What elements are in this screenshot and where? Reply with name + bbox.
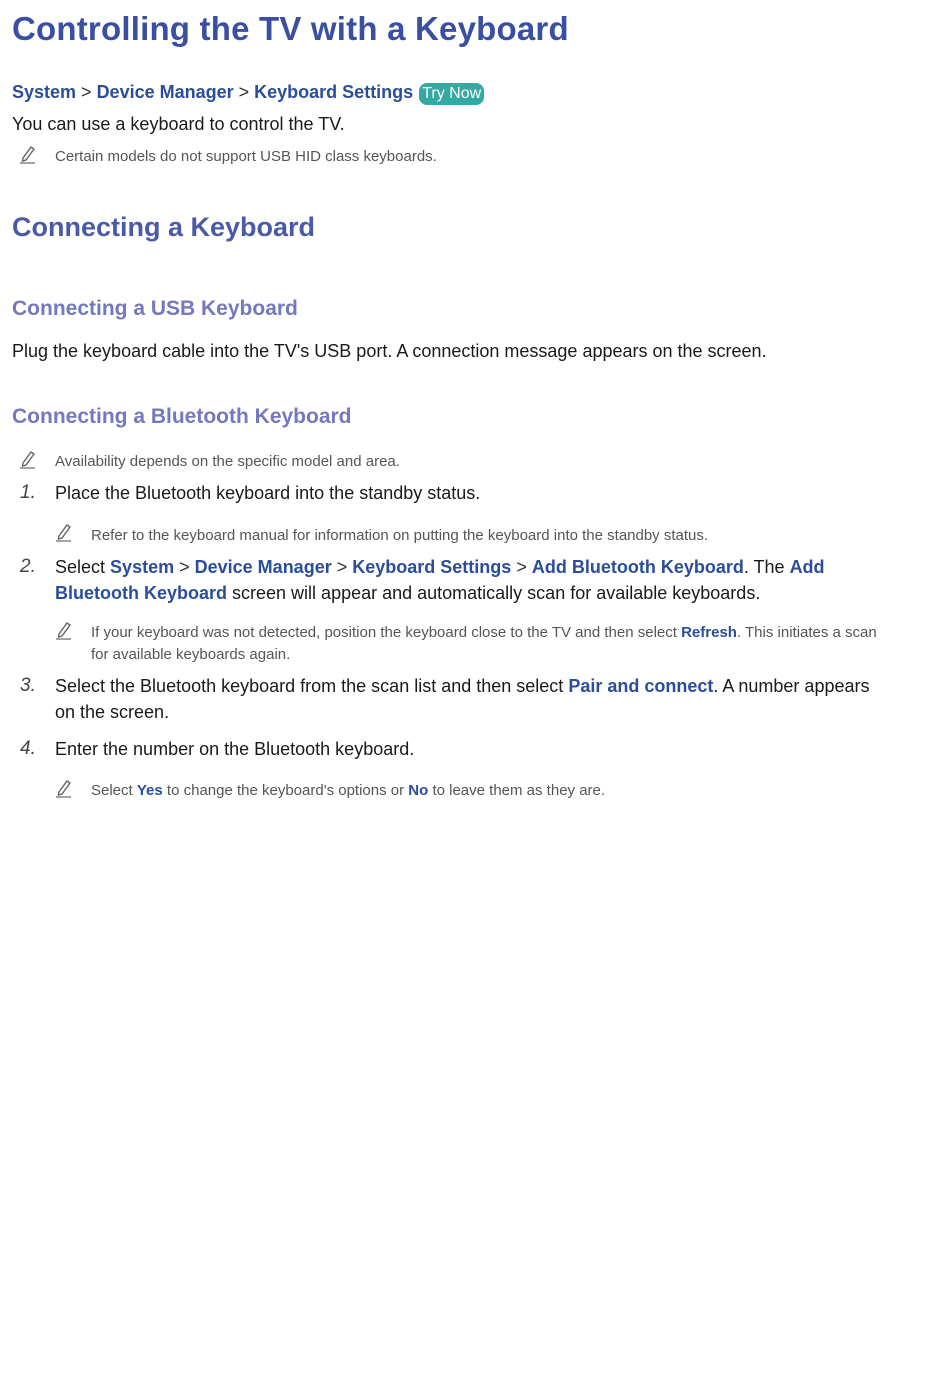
try-now-button[interactable]: Try Now (419, 83, 484, 105)
page-title: Controlling the TV with a Keyboard (12, 10, 569, 47)
path-separator: > (179, 557, 190, 577)
step-2-note-suffix: . This initiates a scan for available keyboards again. (91, 624, 877, 663)
refresh-link[interactable]: Refresh (681, 624, 737, 641)
pencil-icon (19, 144, 37, 164)
step-number: 2. (20, 556, 36, 577)
step-1-text: Place the Bluetooth keyboard into the standby status. (55, 483, 481, 503)
breadcrumb-separator: > (238, 82, 250, 102)
step-4-note-prefix: Select (91, 782, 133, 799)
path-separator: > (516, 557, 527, 577)
intro-text: You can use a keyboard to control the TV. (12, 114, 345, 134)
step-2-text (55, 554, 875, 606)
pencil-icon (55, 522, 73, 542)
breadcrumb-system[interactable]: System (12, 82, 77, 102)
section-title: Connecting a Keyboard (12, 212, 316, 242)
screen-name: Add Bluetooth Keyboard (55, 557, 825, 603)
step-number: 4. (20, 738, 36, 759)
step-number: 1. (20, 482, 36, 503)
breadcrumb (12, 82, 484, 105)
path-device-manager[interactable]: Device Manager (194, 557, 332, 577)
step-1-note: Refer to the keyboard manual for information on putting the keyboard into the standby status. (91, 527, 709, 544)
step-3-suffix: . A number appears on the screen. (55, 676, 870, 722)
pencil-icon (55, 778, 73, 798)
bluetooth-heading: Connecting a Bluetooth Keyboard (12, 405, 352, 428)
step-4-note-suffix: to leave them as they are. (432, 782, 606, 799)
step-2-note (91, 622, 891, 666)
step-3-text (55, 673, 875, 725)
step-2-note-prefix: If your keyboard was not detected, position the keyboard close to the TV and then select (91, 624, 677, 641)
step-number: 3. (20, 675, 36, 696)
pencil-icon (55, 620, 73, 640)
pencil-icon (19, 449, 37, 469)
step-2-prefix: Select (55, 557, 106, 577)
breadcrumb-device-manager[interactable]: Device Manager (96, 82, 234, 102)
yes-option[interactable]: Yes (136, 782, 163, 799)
breadcrumb-separator: > (81, 82, 92, 102)
bluetooth-note: Availability depends on the specific model and area. (55, 453, 400, 470)
step-4-note-mid: to change the keyboard's options or (166, 782, 405, 799)
usb-text: Plug the keyboard cable into the TV's USB port. A connection message appears on the screen. (12, 341, 767, 361)
step-4-text: Enter the number on the Bluetooth keyboard. (55, 739, 415, 759)
pair-and-connect-action[interactable]: Pair and connect (568, 676, 714, 696)
no-option[interactable]: No (408, 782, 429, 799)
path-separator: > (336, 557, 348, 577)
usb-heading: Connecting a USB Keyboard (12, 297, 298, 320)
path-add-bluetooth-keyboard[interactable]: Add Bluetooth Keyboard (531, 557, 744, 577)
step-2-suffix: screen will appear and automatically scan for available keyboards. (232, 583, 761, 603)
path-keyboard-settings[interactable]: Keyboard Settings (352, 557, 512, 577)
breadcrumb-keyboard-settings[interactable]: Keyboard Settings (254, 82, 414, 102)
intro-note: Certain models do not support USB HID class keyboards. (55, 148, 437, 165)
step-2-mid: . The (743, 557, 785, 577)
step-3-prefix: Select the Bluetooth keyboard from the scan list and then select (55, 676, 564, 696)
step-4-note (91, 782, 605, 799)
path-system[interactable]: System (110, 557, 175, 577)
